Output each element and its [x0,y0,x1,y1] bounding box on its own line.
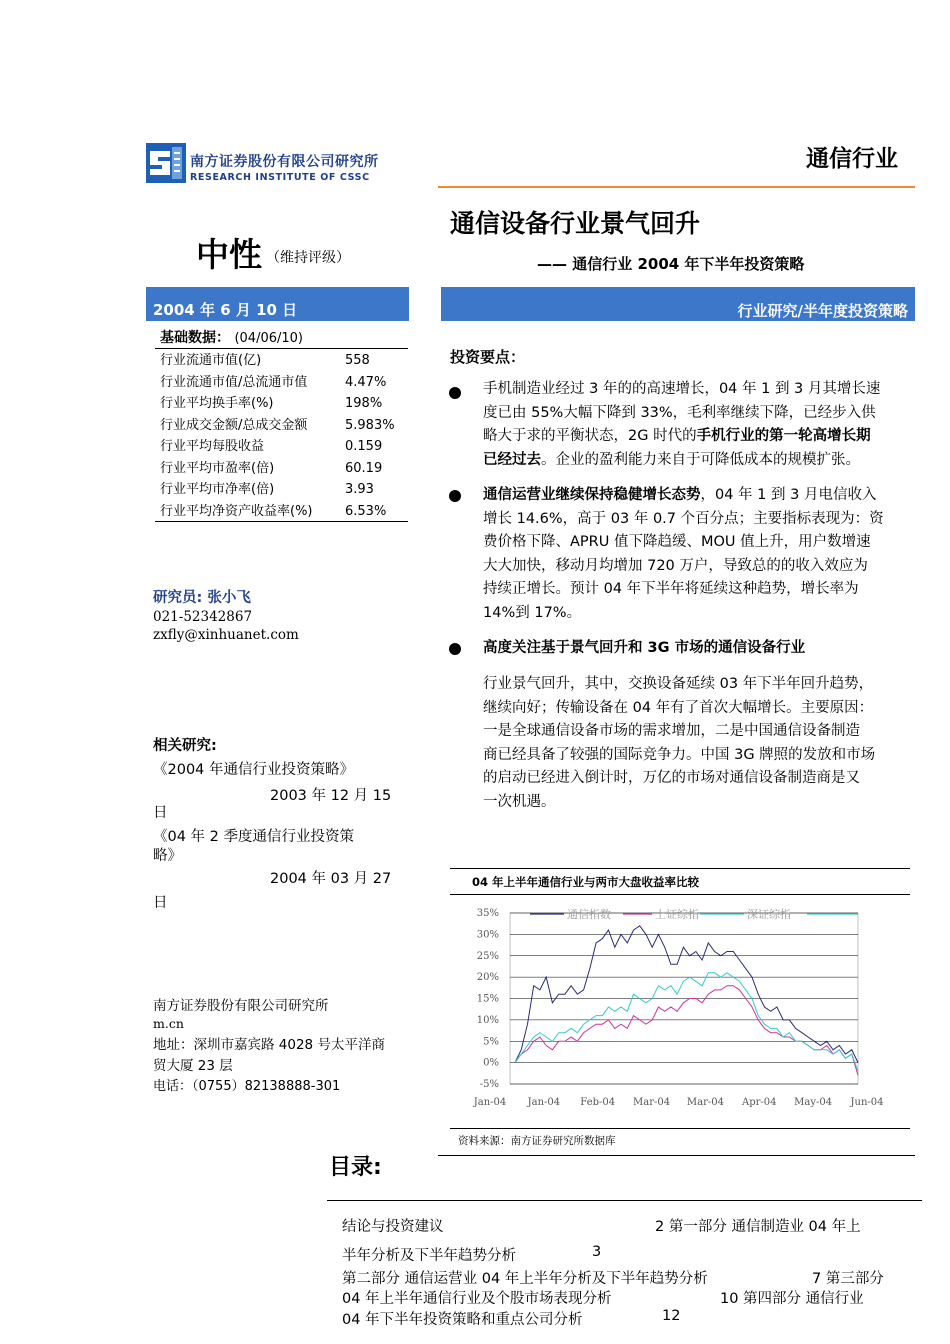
y-tick-label: -5% [479,1079,499,1090]
y-tick-label: 20% [476,972,499,984]
chart-title-rule [450,894,910,895]
table-rule [155,348,408,349]
point-1 [483,378,908,472]
table-key: 行业平均市净率(倍) [160,482,275,497]
point-2-line: 增长 14.6%，高于 03 年 0.7 个百分点；主要指标表现为：资 [483,510,884,527]
table-value: 0.159 [345,439,383,454]
researcher-phone: 021-52342867 [153,609,253,625]
report-type-bar [441,287,915,321]
point-1-line: 手机制造业经过 3 年的的高速增长，04 年 1 到 3 月其增长速 [483,381,881,397]
related-2-title: 《04 年 2 季度通信行业投资策 [153,829,355,845]
toc-entry[interactable]: 04 年下半年投资策略和重点公司分析 12 [342,1308,681,1328]
point-3-line: 一次机遇。 [483,793,556,810]
point-3-line: 继续向好；传输设备在 04 年有了首次大幅增长。主要原因： [483,699,874,716]
point-3-line: 行业景气回升，其中，交换设备延续 03 年下半年回升趋势， [483,676,874,692]
logo-name-en: RESEARCH INSTITUTE OF CSSC [190,172,370,183]
point-3-line: 的启动已经进入倒计时，万亿的市场对通信设备制造商是又 [483,770,860,786]
report-date: 2004 年 6 月 10 日 [153,301,298,319]
chart-title: 04 年上半年通信行业与两市大盘收益率比较 [472,875,700,889]
chart-source: 资料来源：南方证券研究所数据库 [458,1135,616,1147]
logo-name-cn: 南方证券股份有限公司研究所 [190,154,379,170]
x-tick-label: May-04 [794,1097,833,1108]
toc-list [342,1215,897,1328]
table-key: 行业平均每股收益 [160,439,265,454]
researcher-email: zxfly@xinhuanet.com [153,627,299,643]
table-row [160,436,410,458]
toc-label: 目录: [329,1155,382,1180]
x-tick-label: Jan-04 [473,1097,507,1108]
x-tick-label: Mar-04 [633,1097,671,1108]
point-2-line: 费价格下降、APRU 值下降趋缓、MOU 值上升，用户数增速 [483,534,871,550]
related-2-date-2: 日 [153,895,168,911]
series-line-0 [515,926,858,1063]
series-line-1 [515,986,858,1076]
rating: 中性 [196,235,262,274]
related-1-date: 2003 年 12 月 15 [270,788,392,804]
point-3 [483,673,908,814]
point-1-line: 度已由 55%大幅下降到 33%，毛利率继续下降，已经步入供 [483,404,876,421]
x-tick-label: Jan-04 [527,1097,561,1108]
rating-note: （维持评级） [266,250,350,266]
point-2-line: 通信运营业继续保持稳健增长态势，04 年 1 到 3 月电信收入 [483,487,877,503]
toc-entry[interactable]: 半年分析及下半年趋势分析 3 [342,1244,602,1264]
bullet-icon [449,643,461,655]
point-3-line: 商已经具备了较强的国际竞争力。中国 3G 牌照的发放和市场 [483,746,876,763]
table-row [160,458,410,480]
point-2 [483,484,908,625]
table-value: 3.93 [345,482,374,497]
related-2-title-2: 略》 [153,848,182,864]
table-value: 5.983% [345,417,395,433]
x-tick-label: Mar-04 [686,1097,724,1108]
table-value: 558 [345,353,370,368]
related-2-date: 2004 年 03 月 27 [270,871,392,887]
y-tick-label: 10% [476,1014,499,1026]
line-chart [450,896,912,1118]
table-value: 6.53% [345,503,387,519]
table-row [160,393,410,415]
point-2-line: 大大加快，移动月均增加 720 万户，导致总的的收入效应为 [483,557,868,574]
point-3-line: 一是全球通信设备市场的需求增加，二是中国通信设备制造 [483,723,860,739]
x-tick-label: Apr-04 [742,1097,777,1108]
table-row [160,372,410,394]
points-label: 投资要点： [450,348,526,366]
y-tick-label: 35% [476,908,499,919]
basic-data-label: 基础数据： (04/06/10) [160,330,303,346]
company-tel: 电话：（0755）82138888-301 [153,1079,341,1094]
table-value: 198% [345,396,383,411]
toc-rule-top [438,1155,915,1156]
table-rule-bottom [155,521,408,522]
related-label: 相关研究: [153,738,217,754]
company-web: m.cn [153,1016,184,1031]
table-value: 60.19 [345,460,383,476]
legend-label: 上证综指 [655,908,699,921]
company-name: 南方证券股份有限公司研究所 [153,998,329,1014]
table-key: 行业平均换手率(%) [160,396,274,411]
table-row [160,501,410,523]
logo [146,143,186,183]
table-key: 行业流通市值/总流通市值 [160,374,308,390]
series-line-2 [515,973,858,1071]
y-tick-label: 25% [476,950,499,962]
toc-entry[interactable]: 结论与投资建议 2 第一部分 通信制造业 04 年上 [342,1219,861,1235]
table-key: 行业成交金额/总成交金额 [160,417,308,433]
table-key: 行业平均净资产收益率(%) [160,503,313,519]
logo-icon [146,143,186,183]
industry-label: 通信行业 [806,146,898,172]
company-address-2: 贸大厦 23 层 [153,1058,233,1074]
bullet-icon [449,387,461,399]
table-row [160,479,410,501]
table-row [160,415,410,437]
basic-data-table [160,350,410,522]
toc-rule [327,1200,922,1201]
y-tick-label: 0% [483,1057,499,1069]
x-tick-label: Jun-04 [850,1097,884,1108]
report-title: 通信设备行业景气回升 [450,209,701,238]
chart-top-rule [450,868,910,869]
chart-bottom-rule [450,1128,910,1129]
y-tick-label: 30% [476,929,499,941]
table-row [160,350,410,372]
company-address: 地址：深圳市嘉宾路 4028 号太平洋商 [153,1037,385,1053]
table-key: 行业流通市值(亿) [160,353,262,368]
table-value: 4.47% [345,374,387,390]
toc-entry[interactable]: 04 年上半年通信行业及个股市场表现分析 10 第四部分 通信行业 [342,1291,864,1307]
table-key: 行业平均市盈率(倍) [160,460,275,476]
related-1-title: 《2004 年通信行业投资策略》 [153,762,355,778]
report-subtitle: —— 通信行业 2004 年下半年投资策略 [537,255,805,273]
point-1-line: 已经过去。企业的盈利能力来自于可降低成本的规模扩张。 [483,451,860,468]
header-rule [438,186,915,188]
toc-entry[interactable]: 第二部分 通信运营业 04 年上半年分析及下半年趋势分析 7 第三部分 [342,1271,884,1287]
date-bar [146,287,409,321]
y-tick-label: 15% [476,993,499,1005]
bullet-icon [449,490,461,502]
point-2-line: 持续正增长。预计 04 年下半年将延续这种趋势，增长率为 [483,581,859,597]
point-3-heading: 高度关注基于景气回升和 3G 市场的通信设备行业 [483,640,806,656]
legend-label: 通信指数 [567,908,611,921]
y-tick-label: 5% [483,1036,499,1048]
related-1-date-2: 日 [153,805,168,821]
researcher-label: 研究员: 张小飞 [153,590,251,606]
legend-label: 深证综指 [747,908,791,921]
point-2-line: 14%到 17%。 [483,604,582,621]
report-type: 行业研究/半年度投资策略 [737,302,908,320]
point-1-line: 略大于求的平衡状态，2G 时代的手机行业的第一轮高增长期 [483,428,871,444]
x-tick-label: Feb-04 [580,1097,616,1108]
